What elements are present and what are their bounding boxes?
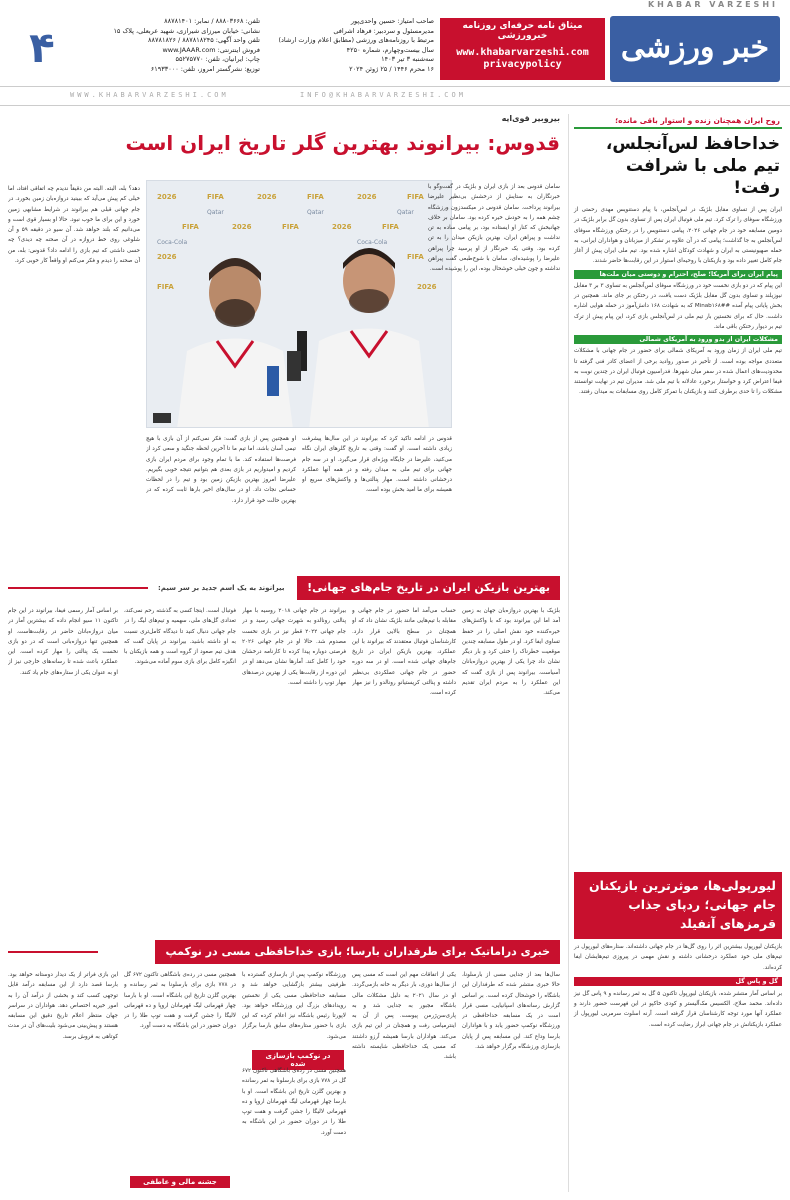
section3-col-3: همچنین مسی در رده‌ی باشگاهی تاکنون ۶۷۲ گل در ۷۷۸ بازی برای بارسلونا به ثمر رسانده و بهترین گلزن تاریخ این باشگاه است. او با بارسا چهار قهرمانی لیگ قهرمانان اروپا و ده قهرمانی لالیگا را جشن گرفت و هفت توپ طلا را در دوران حضور در این باشگاه به دست آورد. [242, 1068, 346, 1136]
svg-text:2026: 2026 [157, 253, 177, 261]
info-line: تلفن: ۸۸۸۰۳۶۶۸ / نمابر: ۸۸۷۸۱۴۰۱ [164, 17, 260, 25]
info-line: ۱۶ محرم ۱۴۴۶ / ۲۵ ژوئن ۲۰۲۴ [349, 64, 434, 73]
info-line: مرتبط با روزنامه‌های ورزشی (مطابق اعلام وزارت ارشاد) [278, 36, 434, 44]
section3-col-4: همچنین مسی در رده‌ی باشگاهی تاکنون ۶۷۲ گل در ۷۷۸ بازی برای بارسلونا به ثمر رسانده و بهترین گلزن تاریخ این باشگاه است. او با بارسا چهار قهرمانی لیگ قهرمانان اروپا و ده قهرمانی لالیگا را جشن گرفت و هفت توپ طلا را در دوران حضور در این باشگاه به دست آورد. [124, 972, 236, 1030]
section3-subheading: در نوکمپ بازسازی شده [252, 1050, 344, 1070]
info-line: سال بیست‌وچهارم، شماره ۴۲۵۰ [346, 45, 434, 54]
brand-text: KHABAR VARZESHI [647, 0, 778, 9]
svg-text:Coca-Cola: Coca-Cola [157, 239, 188, 246]
article-headline[interactable]: خداحافظ لس‌آنجلس، تیم ملی با شرافت رفت! [605, 134, 780, 198]
top-strip [0, 0, 790, 14]
feature-col-1: سامان قدوس بعد از بازی ایران و بلژیک در گفت‌وگو با خبرنگاران به ستایش از درخشش بی‌نظیر علیرضا بیرانوند پرداخت. سامان قدوس در میکسدزون ورزشگاه چشم همه را به خودش خیره کرده بود. سامان بر خلاف جهانبخش که کنار او ایستاده بود، بر پیامی ساده به تن نداشت و پیراهن ایران، بهترین بازیکن میدان را به تن کرده بود. وقتی یک خبرنگار از او پرسید چرا پیراهن علیرضا را پوشیده‌ای، سامان با شوخ‌طبعی گفت پیراهن نداشته و چون خیلی خوشحال بوده، این را پوشیده است. [428, 184, 560, 273]
contact-info [82, 17, 260, 74]
info-line: مدیرمسئول و سردبیر: فرهاد اشرافی [333, 26, 434, 35]
email-text[interactable]: INFO@KHABARVARZESHI.COM [300, 91, 466, 99]
article-paragraph: بازیکنان لیورپول بیشترین اثر را روی گل‌ها در جام جهانی داشته‌اند. ستاره‌های لیورپول در تیم‌های ملی خود عملکرد درخشانی داشته و نقش مهمی در پیروزی تیم‌هایشان ایفا کرده‌اند. [574, 944, 782, 971]
info-line: تلفن واحد آگهی: ۸۸۷۸۱۸۲۴۵ / ۸۸۷۸۱۸۲۶ [148, 36, 260, 44]
section3-col-2: یکی از اتفاقات مهم این است که مسی پس از سال‌ها دوری، بار دیگر به خانه بازمی‌گردد. او در سال ۲۰۲۱ به دلیل مشکلات مالی باشگاه مجبور به جدایی شد و به پاری‌سن‌ژرمن پیوست. پس از آن به اینترمیامی رفت و همچنان در این تیم بازی می‌کند. هواداران بارسا همیشه آرزو داشتند که مسی یک خداحافظی شایسته داشته باشد. [352, 972, 456, 1061]
site-link[interactable]: www.khabarvarzeshi.com [456, 47, 589, 58]
newspaper-mark-icon: ۴ [29, 23, 55, 72]
press-wall [147, 181, 452, 428]
svg-text:2026: 2026 [332, 223, 352, 231]
svg-text:2026: 2026 [417, 283, 437, 291]
svg-text:FIFA: FIFA [407, 253, 424, 261]
section3-subheading: جشنه مالی و عاطفی [130, 1176, 230, 1188]
info-line: سه‌شنبه ۳ تیر ۱۴۰۳ [381, 55, 434, 63]
svg-text:FIFA: FIFA [157, 283, 174, 291]
section3-col-1: سال‌ها بعد از جدایی مسی از بارسلونا، حالا خبری منتشر شده که طرفداران این باشگاه را خوشحال کرده است. بر اساس گزارش رسانه‌های اسپانیایی، مسی قرار است در یک مسابقه خداحافظی در ورزشگاه نوکمپ حضور یابد و با هواداران بارسا وداع کند. این مسابقه پس از پایان بازسازی ورزشگاه برگزار خواهد شد. [462, 972, 560, 1051]
section2-col-2: حساب می‌آمد اما حضور در جام جهانی و مقابله با تیم‌هایی مانند بلژیک نشان داد که او همچنان در سطح بالایی قرار دارد. کارشناسان فوتبال معتقدند که بیرانوند با این عملکرد، بهترین بازیکن ایران در تاریخ جام‌های جهانی شده است. او در سه دوره حضور در جام جهانی عملکردی بی‌نظیر داشته و پنالتی کریستیانو رونالدو را نیز مهار کرده است. [352, 608, 456, 697]
article-subheading: گل و پاس گل [574, 977, 782, 986]
svg-text:FIFA: FIFA [307, 193, 324, 201]
khabar-varzeshi-logo[interactable]: خبر ورزشی [610, 16, 780, 82]
info-line: صاحب امتیاز: حسین واحدی‌پور [350, 17, 434, 25]
web-line [0, 86, 790, 106]
tagline-box [440, 18, 605, 80]
article-paragraph: ایران پس از تساوی مقابل بلژیک در لس‌آنجلس، با پیام دستنویس مهدی رحمتی از ورزشگاه سوفای را ترک کرد. تیم ملی فوتبال ایران پس از تساوی بدون گل برابر بلژیک در دومین مسابقه خود در جام جهانی ۲۰۲۶، پیامی دستنویس را در رختکن ورزشگاه سوفای لس‌آنجلس به جا گذاشت؛ پیامی که در آن علاوه بر تشکر از میزبانان و هواداران ایرانی، به حمله صهیونیستی به ایران و شهادت کودکان اشاره شده بود. تیم ملی ایران پیش از آغاز جام کامل تغییر داده بود و بازیکنان با روحیه‌ای استوار در این رقابت‌ها حاضر شدند. [574, 207, 783, 265]
section2-col-5: بر اساس آمار رسمی فیفا، بیرانوند در این جام تاکنون ۱۱ سیو انجام داده که بیشترین آمار در میان دروازه‌بانان حاضر در رقابت‌هاست. او همچنین تنها دروازه‌بانی است که در دو بازی نخست یک پنالتی را مهار کرده است. این عملکرد باعث شده تا رسانه‌های خارجی نیز از او به عنوان یکی از ستاره‌های جام یاد کنند. [8, 608, 118, 676]
masthead [0, 14, 790, 82]
section3-col-5: این بازی فراتر از یک دیدار دوستانه خواهد بود. بارسا قصد دارد از این مسابقه درآمد قابل توجهی کسب کند و بخشی از درآمد آن را به امور خیریه اختصاص دهد. هواداران در سراسر جهان منتظر اعلام تاریخ دقیق این مسابقه هستند و پیش‌بینی می‌شود بلیت‌های آن در مدت کوتاهی به فروش برسد. [8, 972, 118, 1040]
players-photo[interactable] [146, 180, 452, 428]
section-title[interactable]: خبری دراماتیک برای طرفداران بارسا؛ بازی خداحافظی مسی در نوکمپ [155, 940, 560, 964]
svg-text:FIFA: FIFA [207, 193, 224, 201]
info-line: فروش اینترنتی: www.JAAAR.com [162, 45, 260, 54]
svg-text:2026: 2026 [157, 193, 177, 201]
feature-article [8, 114, 560, 569]
svg-text:FIFA: FIFA [407, 193, 424, 201]
section3-col-3a: ورزشگاه نوکمپ پس از بازسازی گسترده با ظرفیتی بیشتر بازگشایی خواهد شد و مسابقه خداحافظی مسی یکی از نخستین رویدادهای بزرگ این ورزشگاه خواهد بود. لاپورتا رئیس باشگاه نیز اعلام کرده که این بازی با حضور ستاره‌های سابق بارسا برگزار می‌شود. [242, 972, 346, 1040]
section-line [8, 587, 148, 589]
section-bar [8, 940, 560, 964]
feature-kicker: بیروبیر قوی‌ایه [501, 114, 560, 123]
info-line: نشانی: خیابان میرزای شیرازی، شهید عربعلی، پلاک ۱۵ [113, 26, 260, 35]
article-subheading: مشکلات ایران از بدو ورود به آمریکای شمالی [574, 335, 782, 344]
publisher-info [264, 17, 434, 74]
svg-text:Coca-Cola: Coca-Cola [357, 239, 388, 246]
svg-text:Qatar: Qatar [397, 209, 414, 216]
svg-text:Qatar: Qatar [307, 209, 324, 216]
svg-text:2026: 2026 [357, 193, 377, 201]
right-article [574, 114, 782, 974]
policy-link[interactable]: privacypolicy [483, 59, 562, 70]
svg-text:FIFA: FIFA [282, 223, 299, 231]
column-divider [568, 114, 569, 1192]
svg-text:2026: 2026 [257, 193, 277, 201]
tagline: میثاق نامه حرفه‌ای روزنامه خبرورزشی [462, 21, 583, 41]
article-paragraph: این پیام که در دو بازی نخست خود در ورزشگاه سوفای لس‌آنجلس به تساوی ۳ بر ۳ مقابل نیوزیلند و تساوی بدون گل مقابل بلژیک دست یافت، در رختکن بر جای ماند. همچنین در بخش پایانی پیام آمده #Minab۱۶۸# که به شهادت ۱۶۸ دانش‌آموز در حمله هوایی اشاره داشت. حال که برای نخستین بار تیم ملی در لس‌آنجلس بازی کرد، این پیام پیش از ترک تیم بر دیوار رختکن باقی ماند. [574, 282, 782, 330]
liverpool-headline[interactable]: لیورپولی‌ها، موثرترین بازیکنان جام جهانی؛ ردپای جذاب قرمزهای آنفیلد [574, 872, 782, 939]
liverpool-article [574, 872, 782, 1192]
section-tag: بیرانوند به یک اسم جدید بر سر سیم: [158, 584, 285, 592]
section2-col-4: فوتبال است. اینجا کسی به گذشته رحم نمی‌کند، تعدادی گل‌های ملی، سهمیه و تیم‌های لیگ را در جام جهانی دنبال کنید تا دیدگاه کامل‌تری نسبت به او داشته باشید. بیرانوند در پایان گفت که هدف تیم صعود از گروه است و همه بازیکنان با انگیزه کامل برای بازی سوم آماده می‌شوند. [124, 608, 236, 666]
info-line: توزیع: نشرگستر امروز، تلفن: ۶۱۹۳۳۰۰۰ [150, 64, 260, 73]
section2-col-3: بیرانوند در جام جهانی ۲۰۱۸ روسیه با مهار پنالتی رونالدو به شهرت جهانی رسید و در جام جهانی ۲۰۲۲ قطر نیز در بازی نخست مصدوم شد. حالا او در جام جهانی ۲۰۲۶ فرصتی دوباره پیدا کرده تا کارنامه درخشان خود را کامل کند. آمارها نشان می‌دهد او در این دوره از رقابت‌ها یکی از بهترین درصدهای مهار توپ را داشته است. [242, 608, 346, 687]
section2-col-1: بلژیک با بهترین دروازه‌بان جهان به زمین آمد اما این بیرانوند بود که با واکنش‌های خیره‌کننده خود نقش اصلی را در حفظ تساوی ایفا کرد. او در طول مسابقه چندین موقعیت خطرناک را خنثی کرد و بار دیگر نشان داد چرا یکی از بهترین دروازه‌بانان آسیاست. بیرانوند پس از بازی گفت که این عملکرد را به مردم ایران تقدیم می‌کند. [462, 608, 560, 697]
svg-text:FIFA: FIFA [182, 223, 199, 231]
article-paragraph: تیم ملی ایران از زمان ورود به آمریکای شمالی برای حضور در جام جهانی با مشکلات متعددی مواجه بوده است. از تأخیر در صدور روادید برخی از اعضای کادر فنی گرفته تا محدودیت‌های اعمال شده در سفر میان شهرها. فدراسیون فوتبال ایران در چندین نوبت به فیفا اعتراض کرد و خواستار برخورد عادلانه با تیم ملی شد. مدیران تیم در نهایت توانستند مشکلات را تا حدی برطرف کنند و بازیکنان با تمرکز کامل روی مسابقات به میدان رفتند. [574, 348, 782, 396]
feature-col-4: دهد؟ بله، البته. البته من دقیقاً ندیدم چه اتفاقی افتاد، اما خیلی کم پیش می‌آید که ببینید دروازه‌بان زمین بخورد. در جام جهانی قبلی هم بیرانوند در شرایط مشابهی زمین خورد و این برای ما خوب نبود. حالا او بسیار قوی است و می‌دانیم که بلند خواهد شد. آن سیو در دقیقه ۵۹ و آن شلوغی روی خط دروازه در آن صحنه چه دیدی؟ چه حسی داشتی که تیم بازی را ادامه داد؟ قدوس: بله، من آن صحنه را دیدم و فکر می‌کنم او واقعاً کار خوبی کرد. [8, 186, 140, 265]
article-subheading: پیام ایران برای آمریکا؛ صلح، احترام و دوستی میان ملت‌ها [574, 270, 782, 279]
feature-col-2: او همچنین پس از بازی گفت: فکر نمی‌کنم از آن بازی با هیچ تیمی آسان باشد، اما تیم ما تا آخرین لحظه جنگید و سعی کرد از فرصت‌ها استفاده کند. ما با تمام وجود برای مردم ایران بازی کردیم و امیدواریم در بازی بعدی هم بتوانیم نتیجه خوبی بگیریم. علیرضا امروز بهترین بازیکن زمین بود و تیم را در لحظات حساس نجات داد. او در سال‌های اخیر بارها ثابت کرده که در بهترین حالت خود قرار دارد. [146, 436, 296, 504]
svg-text:FIFA: FIFA [382, 223, 399, 231]
feature-headline[interactable]: قدوس: بیرانوند بهترین گلر تاریخ ایران است [125, 131, 560, 155]
svg-text:Qatar: Qatar [207, 209, 224, 216]
svg-text:2026: 2026 [232, 223, 252, 231]
section-bar [8, 576, 560, 600]
section-title[interactable]: بهترین بازیکن ایران در تاریخ جام‌های جهانی! [297, 576, 560, 600]
info-line: چاپ: ایرانیان، تلفن: ۵۵۲۷۵۷۷۰ [175, 55, 260, 63]
article-paragraph: بر اساس آمار منتشر شده، بازیکنان لیورپول تاکنون ۵ گل به ثمر رسانده و ۹ پاس گل نیز داده‌اند. محمد صلاح، الکسیس مک‌آلیستر و کودی خاکپو در این فهرست حضور دارند و عملکرد آنها مورد توجه کارشناسان قرار گرفته است. آرنه اسلوت سرمربی لیورپول از عملکرد بازیکنانش در جام جهانی ابراز رضایت کرده است. [574, 990, 783, 1028]
section-line [8, 951, 98, 953]
site-text[interactable]: WWW.KHABARVARZESHI.COM [70, 91, 229, 99]
article-kicker: روح ایران همچنان زنده و استوار باقی مانده؛ [574, 114, 782, 129]
feature-col-3: قدوس در ادامه تاکید کرد که بیرانوند در این سال‌ها پیشرفت زیادی داشته است. او گفت: وقتی به تاریخ گلرهای ایران نگاه می‌کنید، علیرضا در جایگاه ویژه‌ای قرار می‌گیرد. او در سه جام جهانی برای تیم ملی به میدان رفته و در همه آنها عملکرد درخشانی داشته است. مهار پنالتی‌ها و واکنش‌های سریع او همیشه برای ما امید بخش بوده است. [302, 436, 452, 494]
